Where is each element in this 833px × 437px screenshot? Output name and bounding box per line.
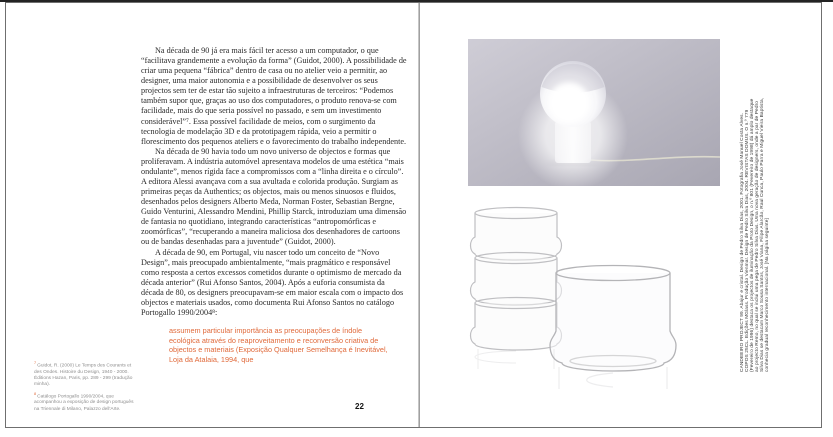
page-number: 22 [355, 402, 364, 411]
page-fold [418, 3, 420, 427]
book-spread [5, 2, 822, 428]
footnote-8 [34, 392, 140, 413]
footnote-text: Guidot, R. (2000) Le Temps des Courants et des Ondes. Histoire du Design, 1940 - 2000. Éditions Hazan, Paris, pp. 289 - 299 (tradução minha). [34, 363, 133, 388]
paragraph-new-objects: Na década de 90 havia todo um novo universo de objectos e formas que proliferavam. A indústria automóvel apresentava modelos de uma estética “mais ondulante”, menos rígida face a compromissos com a “linha direita e o círculo”. A editora Alessi avançava com a sua avultada e colorida produção. Surgiam as primeiras peças da Authentics; os objectos, mais ou menos sinuosos e fluidos, desenhados pelos designers Alberto Meda, Norman Foster, Sebastian Bergne, Guido Venturini, Alessandro Mendini, Phillip Starck, introduziam uma dimensão de fantasia no quotidiano, integrando características “antropomórficas e zoomórficas”, “recuperando a maneira maliciosa dos desenhadores de cartoons ou de bandas desenhadas para a juventude” (Guidot, 2000). [141, 146, 407, 247]
photo-caption-vertical: CANDEEIRO PROJECT 99. Abajur e cristal. Design de Pedro Silva Dias, 2001. Fotografia José Manuel Costa Alves. COPOS 25CL. Edições MGlass. Produção Vienmar. Design de Pedro Silva Dias, 2004. REVISTAS DOMUS. O n.º 779 (Fevereiro de 1996) destaca os projectos de iluminação da Proto Design, o n.º 801 (Fevereiro de 1998) dá amplo destaque ao projecto Remo, no qual se inclui uma pega de Pedro Silva Dias. Uma nova geração de designers, onde a par de Pedro Silva Dias se destacam Marco Sousa Santos, José Viana, Filipe Alarcão, Raul Cunca, Paulo Parra e Miguel Vieira Baptista, conhecia gradual reconhecimento internacional. [Na página seguinte] [740, 97, 771, 372]
paragraph-novo-design: A década de 90, em Portugal, viu nascer todo um conceito de “Novo Design”, mais preocupado ambientalmente, “mais pragmático e responsável como resposta a certos excessos cometidos durante o optimismo de mercado da década anterior” (Rui Afonso Santos, 2004). Após a euforia consumista da década de 80, os designers preocupavam-se em maior escala com o impacto dos objectos e materiais usados, como documenta Rui Afonso Santos no catálogo Portogallo 1990/2004⁸: [141, 247, 404, 318]
blockquote-ecology: assumem particular importância as preocupações de índole ecológica através do reaproveitamento e reconversão criativa de objectos e materiais (Exposição Qualquer Semelhança é Inevitável, Loja da Atalaia, 1994, que [169, 326, 388, 364]
stacked-glasses [471, 208, 562, 350]
footnote-marker: 7 [34, 361, 37, 365]
footnote-text: Catálogo Portogallo 1990/2004, que acompanhou a exposição de design português na Triennale di Milano, Palazzo dell'Arte. [34, 394, 134, 412]
footnote-marker: 8 [34, 391, 37, 396]
body-text-column [141, 46, 408, 365]
glassware-photo [456, 201, 726, 416]
single-glass [550, 266, 676, 372]
lamp-bulb-glow [548, 82, 590, 124]
footnote-7 [34, 361, 140, 389]
footnotes [34, 361, 140, 416]
lamp-photo [468, 39, 720, 186]
paragraph-computers-90s: Na década de 90 já era mais fácil ter acesso a um computador, o que “facilitava grandemente a evolução da forma” (Guidot, 2000). A possibilidade de criar uma pequena “fábrica” dentro de casa ou no atelier veio a permitir, ao designer, uma maior autonomia e a possibilidade de desenvolver os seus projectos sem ter de estar tão sujeito a infraestruturas de terceiros: “Podemos também supor que, graças ao uso dos computadores, o produto renova-se com facilidade, mais do que seria possível no passado, e sem um investimento considerável”⁷. Essa possível facilidade de meios, com o surgimento da tecnologia de modelação 3D e da prototipagem rápida, veio a permitir o florescimento dos pequenos ateliers e o favorecimento do trabalho independente. [141, 46, 407, 146]
